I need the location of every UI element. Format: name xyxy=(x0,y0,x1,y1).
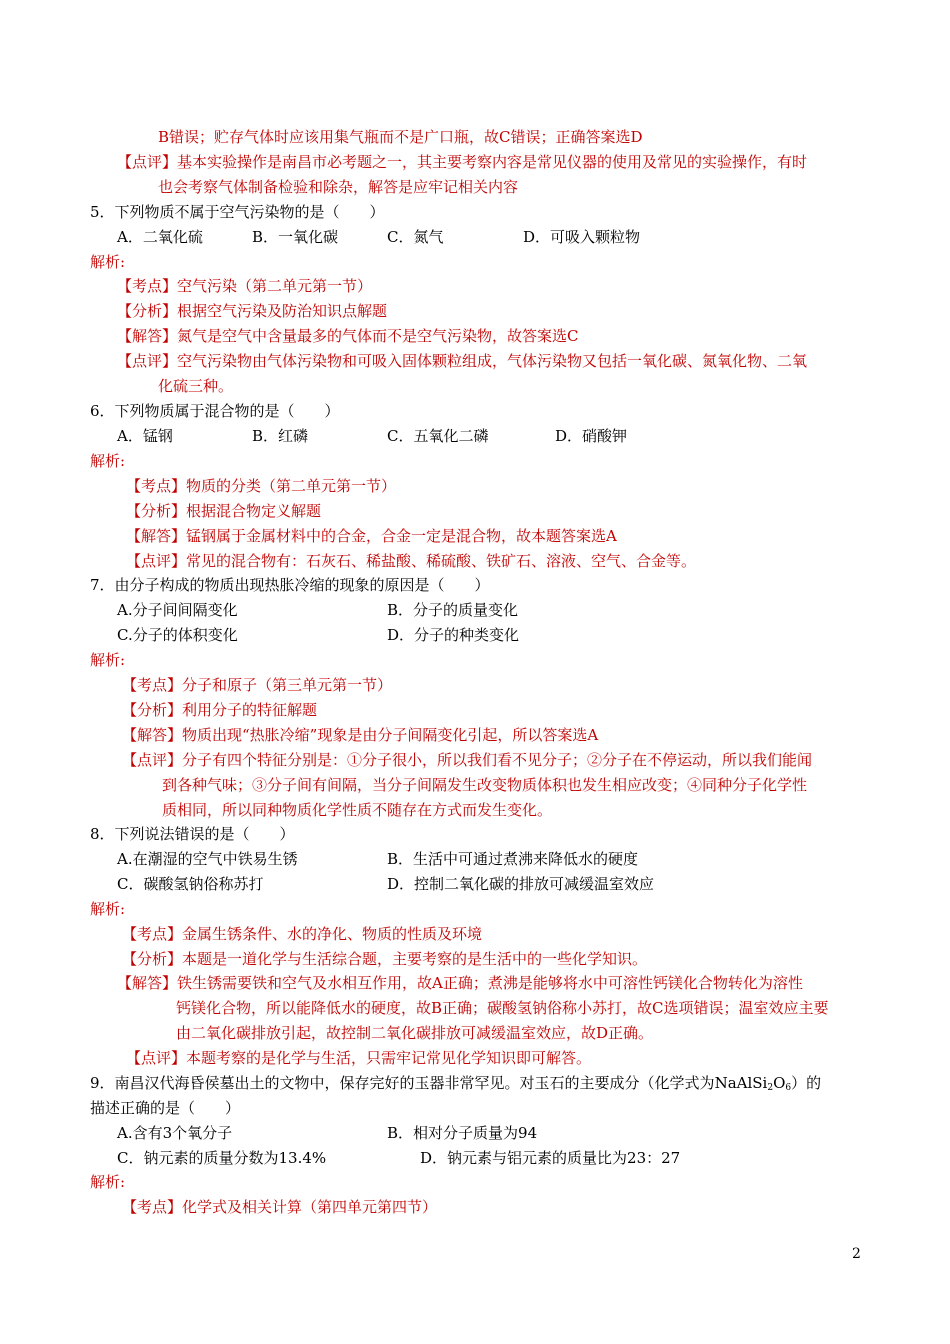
q5-kaodian: 【考点】空气污染（第二单元第一节） xyxy=(117,277,373,295)
q9-option-c: C．钠元素的质量分数为13.4% xyxy=(117,1149,327,1167)
q5-option-c: C．氮气 xyxy=(387,228,444,246)
q6-option-a: A．锰钢 xyxy=(117,427,173,445)
prev-comment-line-2: 也会考察气体制备检验和除杂，解答是应牢记相关内容 xyxy=(158,178,519,196)
q8-kaodian: 【考点】金属生锈条件、水的净化、物质的性质及环境 xyxy=(122,925,483,943)
q5-dianping-line-2: 化硫三种。 xyxy=(158,377,234,395)
q9-option-d: D．钠元素与铝元素的质量比为23：27 xyxy=(420,1149,681,1167)
q6-stem: 6．下列物质属于混合物的是（ ） xyxy=(90,402,340,420)
q7-kaodian: 【考点】分子和原子（第三单元第一节） xyxy=(122,676,393,694)
q7-option-c: C.分子的体积变化 xyxy=(117,626,238,644)
q8-option-a: A.在潮湿的空气中铁易生锈 xyxy=(117,850,298,868)
q7-option-d: D．分子的种类变化 xyxy=(387,626,520,644)
q8-option-c: C．碳酸氢钠俗称苏打 xyxy=(117,875,264,893)
q7-jiexi-label: 解析: xyxy=(90,651,126,669)
q9-stem-text: 9．南昌汉代海昏侯墓出土的文物中，保存完好的玉器非常罕见。对玉石的主要成分（化学式为 xyxy=(90,1074,715,1092)
q6-option-c: C．五氧化二磷 xyxy=(387,427,489,445)
prev-comment-line-1: 【点评】基本实验操作是南昌市必考题之一，其主要考察内容是常见仪器的使用及常见的实验操作，有时 xyxy=(117,153,808,171)
q5-option-b: B．一氧化碳 xyxy=(252,228,339,246)
q7-stem: 7．由分子构成的物质出现热胀冷缩的现象的原因是（ ） xyxy=(90,576,490,594)
q7-option-b: B．分子的质量变化 xyxy=(387,601,519,619)
q6-jiexi-label: 解析: xyxy=(90,452,126,470)
q6-option-d: D．硝酸钾 xyxy=(555,427,628,445)
q9-stem-line-2: 描述正确的是（ ） xyxy=(90,1099,241,1117)
q8-jiexi-label: 解析: xyxy=(90,900,126,918)
q9-stem-line-1: 9．南昌汉代海昏侯墓出土的文物中，保存完好的玉器非常罕见。对玉石的主要成分（化学式为$NaAlSi_2O_6$）的 xyxy=(90,1074,822,1093)
q8-stem: 8．下列说法错误的是（ ） xyxy=(90,825,295,843)
q7-dianping-line-3: 质相同，所以同种物质化学性质不随存在方式而发生变化。 xyxy=(162,801,553,819)
q9-formula: $NaAlSi_2O_6$ xyxy=(714,1074,792,1093)
q7-dianping-line-2: 到各种气味；③分子间有间隔，当分子间隔发生改变物质体积也发生相应改变；④同种分子化学性 xyxy=(162,776,808,794)
q7-fenxi: 【分析】利用分子的特征解题 xyxy=(122,701,318,719)
prev-answer-line: B错误；贮存气体时应该用集气瓶而不是广口瓶，故C错误；正确答案选D xyxy=(158,128,643,146)
q8-option-b: B．生活中可通过煮沸来降低水的硬度 xyxy=(387,850,639,868)
q9-kaodian: 【考点】化学式及相关计算（第四单元第四节） xyxy=(122,1198,438,1216)
q5-jieda: 【解答】氮气是空气中含量最多的气体而不是空气污染物，故答案选C xyxy=(117,327,579,345)
q5-stem: 5．下列物质不属于空气污染物的是（ ） xyxy=(90,203,385,221)
q6-dianping: 【点评】常见的混合物有：石灰石、稀盐酸、稀硫酸、铁矿石、溶液、空气、合金等。 xyxy=(126,552,697,570)
q5-option-d: D．可吸入颗粒物 xyxy=(523,228,641,246)
q7-jieda: 【解答】物质出现“热胀冷缩”现象是由分子间隔变化引起，所以答案选A xyxy=(122,726,599,744)
q8-jieda-line-2: 钙镁化合物，所以能降低水的硬度，故B正确；碳酸氢钠俗称小苏打，故C选项错误；温室效应主要 xyxy=(176,999,829,1017)
q5-dianping-line-1: 【点评】空气污染物由气体污染物和可吸入固体颗粒组成，气体污染物又包括一氧化碳、氮氧化物、二氧 xyxy=(117,352,808,370)
q9-option-a: A.含有3个氧分子 xyxy=(117,1124,233,1142)
q8-option-d: D．控制二氧化碳的排放可减缓温室效应 xyxy=(387,875,655,893)
q8-jieda-line-1: 【解答】铁生锈需要铁和空气及水相互作用，故A正确；煮沸是能够将水中可溶性钙镁化合物转化为溶性 xyxy=(117,974,803,992)
q8-jieda-line-3: 由二氧化碳排放引起，故控制二氧化碳排放可减缓温室效应，故D正确。 xyxy=(176,1024,654,1042)
page-number: 2 xyxy=(852,1246,861,1262)
q5-jiexi-label: 解析: xyxy=(90,253,126,271)
q6-kaodian: 【考点】物质的分类（第二单元第一节） xyxy=(126,477,397,495)
q7-option-a: A.分子间间隔变化 xyxy=(117,601,238,619)
q5-option-a: A．二氧化硫 xyxy=(117,228,203,246)
q9-jiexi-label: 解析: xyxy=(90,1173,126,1191)
q5-fenxi: 【分析】根据空气污染及防治知识点解题 xyxy=(117,302,388,320)
q6-option-b: B．红磷 xyxy=(252,427,309,445)
q6-fenxi: 【分析】根据混合物定义解题 xyxy=(126,502,322,520)
q8-dianping: 【点评】本题考察的是化学与生活，只需牢记常见化学知识即可解答。 xyxy=(126,1049,592,1067)
q8-fenxi: 【分析】本题是一道化学与生活综合题，主要考察的是生活中的一些化学知识。 xyxy=(122,950,648,968)
q7-dianping-line-1: 【点评】分子有四个特征分别是：①分子很小，所以我们看不见分子；②分子在不停运动，所以我们能闻 xyxy=(122,751,813,769)
q9-option-b: B．相对分子质量为94 xyxy=(387,1124,538,1142)
q6-jieda: 【解答】锰钢属于金属材料中的合金，合金一定是混合物，故本题答案选A xyxy=(126,527,617,545)
